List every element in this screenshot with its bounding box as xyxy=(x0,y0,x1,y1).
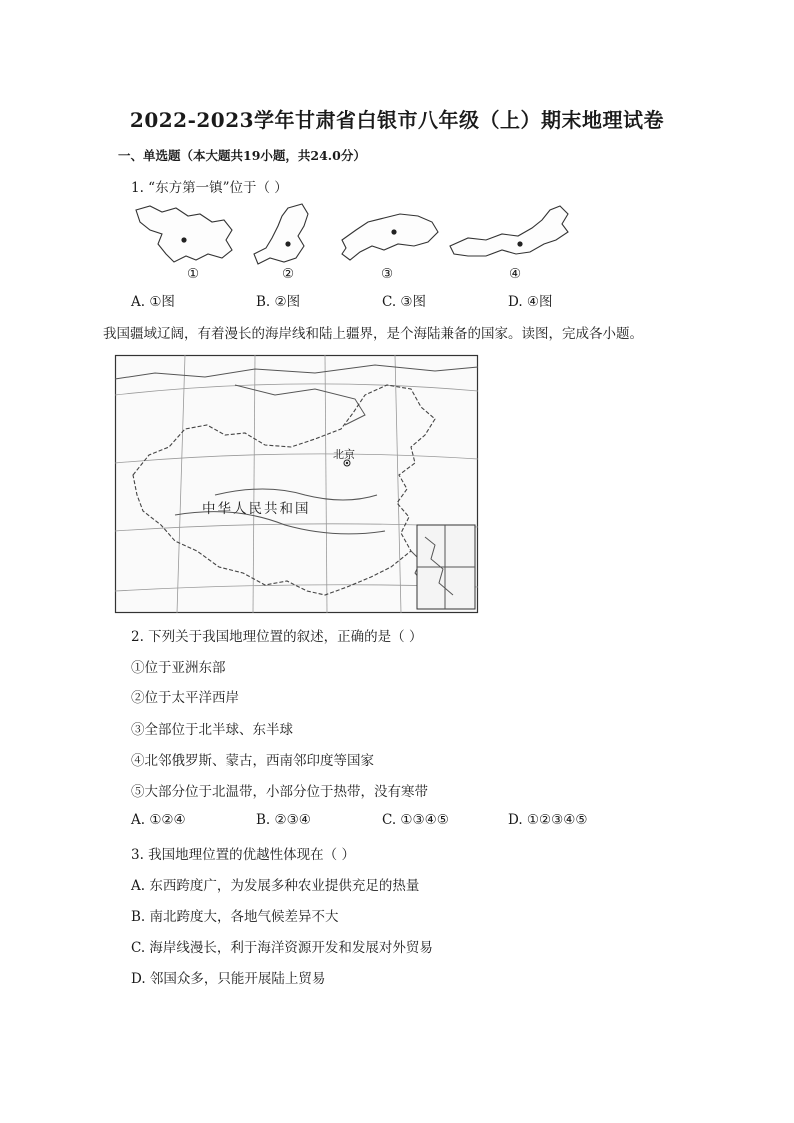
q2-statement-5: ⑤大部分位于北温带，小部分位于热带，没有寒带 xyxy=(131,784,428,800)
section-heading: 一、单选题（本大题共19小题，共24.0分） xyxy=(118,148,366,163)
q2-statement-2: ②位于太平洋西岸 xyxy=(131,690,239,706)
q2-statement-1: ①位于亚洲东部 xyxy=(131,660,226,676)
intro-text: 我国疆域辽阔，有着漫长的海岸线和陆上疆界，是个海陆兼备的国家。读图，完成各小题。 xyxy=(103,326,643,342)
q2-option-c[interactable]: C. ①③④⑤ xyxy=(382,812,449,828)
province-map-1-dot xyxy=(181,237,186,242)
q2-option-b[interactable]: B. ②③④ xyxy=(256,812,311,828)
q1-option-b[interactable]: B. ②图 xyxy=(256,294,301,310)
q1-map-label-2: ② xyxy=(282,266,295,282)
page-title: 2022-2023学年甘肃省白银市八年级（上）期末地理试卷 xyxy=(129,108,665,132)
china-map xyxy=(115,355,478,613)
capital-label: 北京 xyxy=(333,448,355,461)
province-map-4 xyxy=(450,206,568,256)
province-map-1 xyxy=(136,206,232,262)
q3-stem: 3. 我国地理位置的优越性体现在（ ） xyxy=(131,847,355,863)
q1-option-a[interactable]: A. ①图 xyxy=(131,294,175,310)
q1-option-c[interactable]: C. ③图 xyxy=(382,294,427,310)
q2-option-d[interactable]: D. ①②③④⑤ xyxy=(508,812,588,828)
q1-stem: 1. “东方第一镇”位于（ ） xyxy=(131,180,288,196)
province-map-3 xyxy=(342,214,438,260)
q2-statement-4: ④北邻俄罗斯、蒙古，西南邻印度等国家 xyxy=(131,753,374,769)
q3-option-b[interactable]: B. 南北跨度大，各地气候差异不大 xyxy=(131,909,339,925)
province-map-2-dot xyxy=(285,241,290,246)
q1-option-d[interactable]: D. ④图 xyxy=(508,294,553,310)
q1-map-label-4: ④ xyxy=(509,266,522,282)
country-label: 中华人民共和国 xyxy=(202,501,311,517)
province-map-2 xyxy=(254,204,308,264)
q2-statement-3: ③全部位于北半球、东半球 xyxy=(131,722,293,738)
province-map-3-dot xyxy=(391,229,396,234)
q2-stem: 2. 下列关于我国地理位置的叙述，正确的是（ ） xyxy=(131,629,423,645)
q3-option-a[interactable]: A. 东西跨度广，为发展多种农业提供充足的热量 xyxy=(131,878,420,894)
q2-option-a[interactable]: A. ①②④ xyxy=(131,812,186,828)
q3-option-d[interactable]: D. 邻国众多，只能开展陆上贸易 xyxy=(131,971,326,987)
q1-map-label-1: ① xyxy=(187,266,200,282)
q3-option-c[interactable]: C. 海岸线漫长，利于海洋资源开发和发展对外贸易 xyxy=(131,940,433,956)
province-map-4-dot xyxy=(517,241,522,246)
q1-map-label-3: ③ xyxy=(381,266,394,282)
